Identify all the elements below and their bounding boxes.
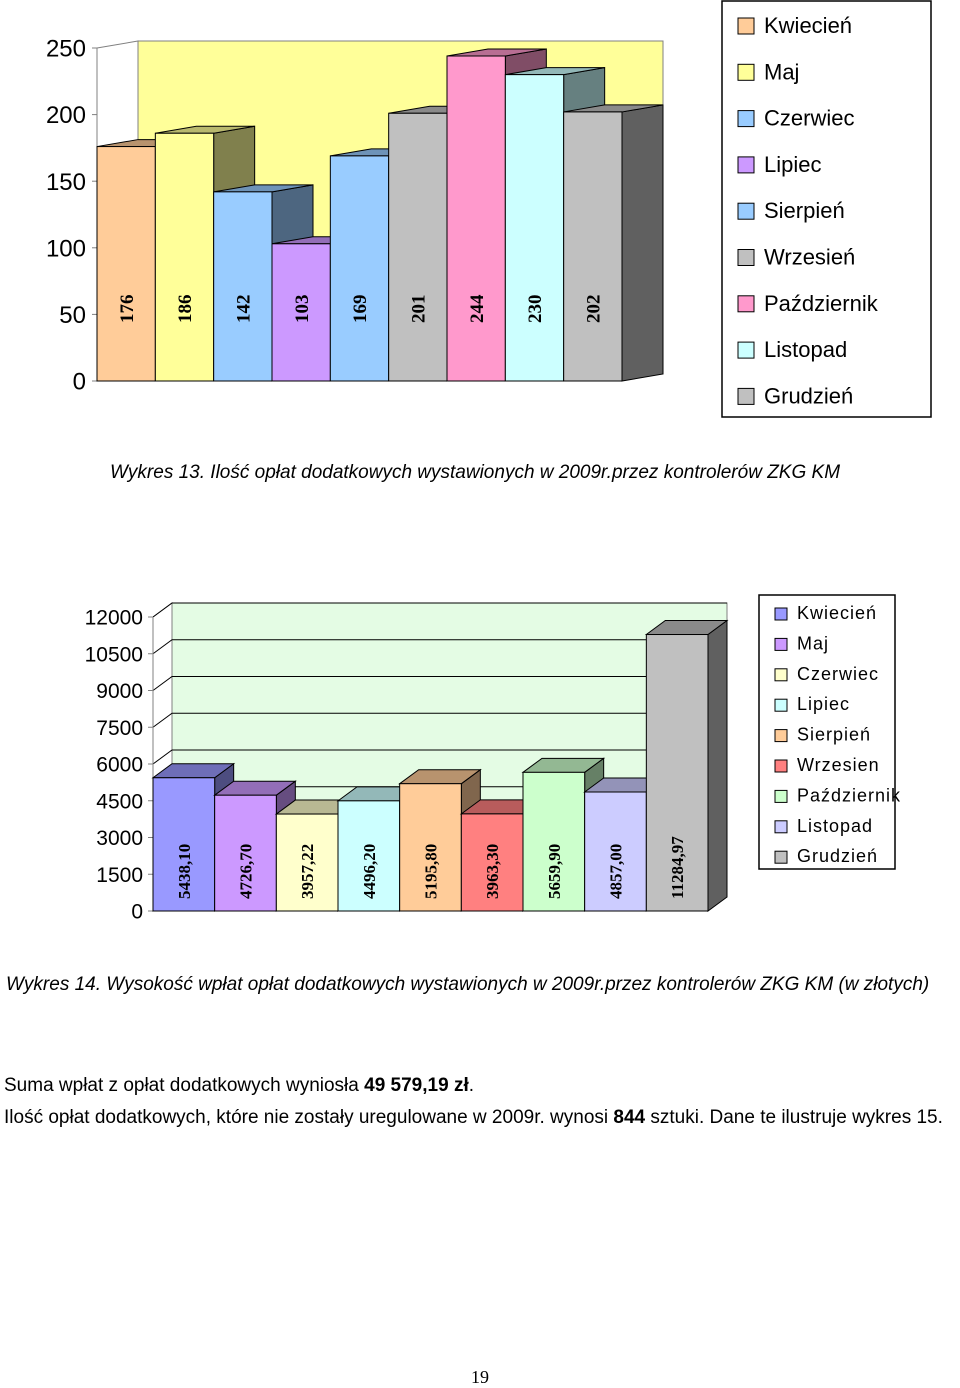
legend-label: Czerwiec xyxy=(764,105,855,131)
legend-label: Sierpień xyxy=(797,724,872,745)
bar-value-label: 4857,00 xyxy=(606,843,626,899)
unpaid-suffix: sztuki. Dane te ilustruje wykres 15. xyxy=(645,1107,943,1128)
bar-value-label: 201 xyxy=(408,294,430,323)
page-number: 19 xyxy=(471,1367,489,1387)
legend-swatch xyxy=(775,730,787,742)
y-tick-label: 6000 xyxy=(96,753,143,777)
bar-value-label: 11284,97 xyxy=(668,836,688,899)
y-tick-label: 10500 xyxy=(84,643,143,667)
sum-value: 49 579,19 zł xyxy=(364,1075,469,1096)
y-tick-label: 50 xyxy=(59,302,86,330)
legend-swatch xyxy=(738,342,754,358)
bar xyxy=(389,113,447,381)
bar xyxy=(155,133,213,381)
bar xyxy=(330,156,388,381)
bar-side xyxy=(708,621,727,911)
legend-swatch xyxy=(775,821,787,833)
y-tick-label: 150 xyxy=(45,168,86,196)
legend-label: Wrzesień xyxy=(764,244,856,270)
bar-value-label: 103 xyxy=(291,294,313,323)
chart-wysokosc-wplat xyxy=(0,588,960,928)
bar-value-label: 5659,90 xyxy=(544,843,564,899)
legend-label: Listopad xyxy=(797,815,874,836)
bar-side xyxy=(622,105,663,381)
legend-swatch xyxy=(738,18,754,34)
legend-label: Październik xyxy=(797,785,902,806)
sum-paragraph xyxy=(4,1075,474,1097)
bar-value-label: 186 xyxy=(175,294,197,323)
bar-value-label: 3957,22 xyxy=(298,843,318,899)
legend-label: Listopad xyxy=(764,337,848,363)
sum-prefix: Suma wpłat z opłat dodatkowych wyniosła xyxy=(4,1075,365,1096)
y-tick-label: 3000 xyxy=(96,827,143,851)
y-tick-label: 12000 xyxy=(84,606,143,630)
legend-swatch xyxy=(775,669,787,681)
unpaid-paragraph xyxy=(4,1107,943,1129)
legend-swatch xyxy=(775,699,787,711)
bar xyxy=(214,192,272,381)
legend-label: Lipiec xyxy=(764,151,822,177)
legend-swatch xyxy=(738,296,754,312)
legend-swatch xyxy=(775,790,787,802)
bar-value-label: 142 xyxy=(233,294,255,323)
bar-value-label: 230 xyxy=(525,294,547,323)
y-tick-label: 9000 xyxy=(96,680,143,704)
y-tick-label: 4500 xyxy=(96,790,143,814)
bar-value-label: 5438,10 xyxy=(174,843,194,899)
legend-label: Grudzień xyxy=(797,846,879,867)
legend-label: Grudzień xyxy=(764,383,854,409)
bar-value-label: 244 xyxy=(466,294,488,323)
chart-caption-13: Wykres 13. Ilość opłat dodatkowych wystawionych w 2009r.przez kontrolerów ZKG KM xyxy=(110,462,841,483)
legend-label: Kwiecień xyxy=(764,13,853,38)
y-tick-label: 1500 xyxy=(96,863,143,887)
sum-suffix: . xyxy=(468,1075,475,1096)
bar xyxy=(505,75,563,381)
legend-label: Maj xyxy=(764,59,800,85)
bar-value-label: 4496,20 xyxy=(359,843,379,899)
y-tick-label: 7500 xyxy=(96,716,143,740)
unpaid-prefix: Ilość opłat dodatkowych, które nie zostały uregulowane w 2009r. wynosi xyxy=(4,1107,614,1128)
bar-value-label: 5195,80 xyxy=(421,843,441,899)
unpaid-value: 844 xyxy=(613,1107,646,1128)
chart-caption-14: Wykres 14. Wysokość wpłat opłat dodatkowych wystawionych w 2009r.przez kontrolerów ZKG KM (w złotych) xyxy=(6,974,930,995)
legend-label: Czerwiec xyxy=(797,663,880,684)
bar-value-label: 3963,30 xyxy=(483,843,503,899)
legend-swatch xyxy=(775,760,787,772)
legend-swatch xyxy=(738,203,754,219)
legend-label: Wrzesien xyxy=(797,755,880,775)
legend-label: Sierpień xyxy=(764,198,845,224)
legend-label: Kwiecień xyxy=(797,603,878,623)
y-tick-label: 250 xyxy=(45,35,86,63)
y-tick-label: 0 xyxy=(131,900,143,924)
bar xyxy=(564,112,622,381)
legend-swatch xyxy=(738,64,754,80)
legend-label: Lipiec xyxy=(797,694,851,715)
legend-swatch xyxy=(775,608,787,620)
legend-swatch xyxy=(738,250,754,266)
legend-swatch xyxy=(775,851,787,863)
bar-value-label: 4726,70 xyxy=(236,843,256,899)
legend-label: Październik xyxy=(764,290,878,316)
legend-swatch xyxy=(738,157,754,173)
bar-value-label: 202 xyxy=(583,294,605,323)
y-tick-label: 200 xyxy=(45,102,86,130)
bar xyxy=(97,147,155,381)
bar-value-label: 169 xyxy=(350,294,372,323)
bar-value-label: 176 xyxy=(116,294,138,323)
y-tick-label: 100 xyxy=(45,235,86,263)
legend-label: Maj xyxy=(797,633,830,654)
legend-swatch xyxy=(738,388,754,404)
legend-swatch xyxy=(738,111,754,127)
chart-ilosc-oplat xyxy=(0,0,960,440)
bar xyxy=(447,56,505,381)
legend-swatch xyxy=(775,638,787,650)
y-tick-label: 0 xyxy=(72,368,86,396)
